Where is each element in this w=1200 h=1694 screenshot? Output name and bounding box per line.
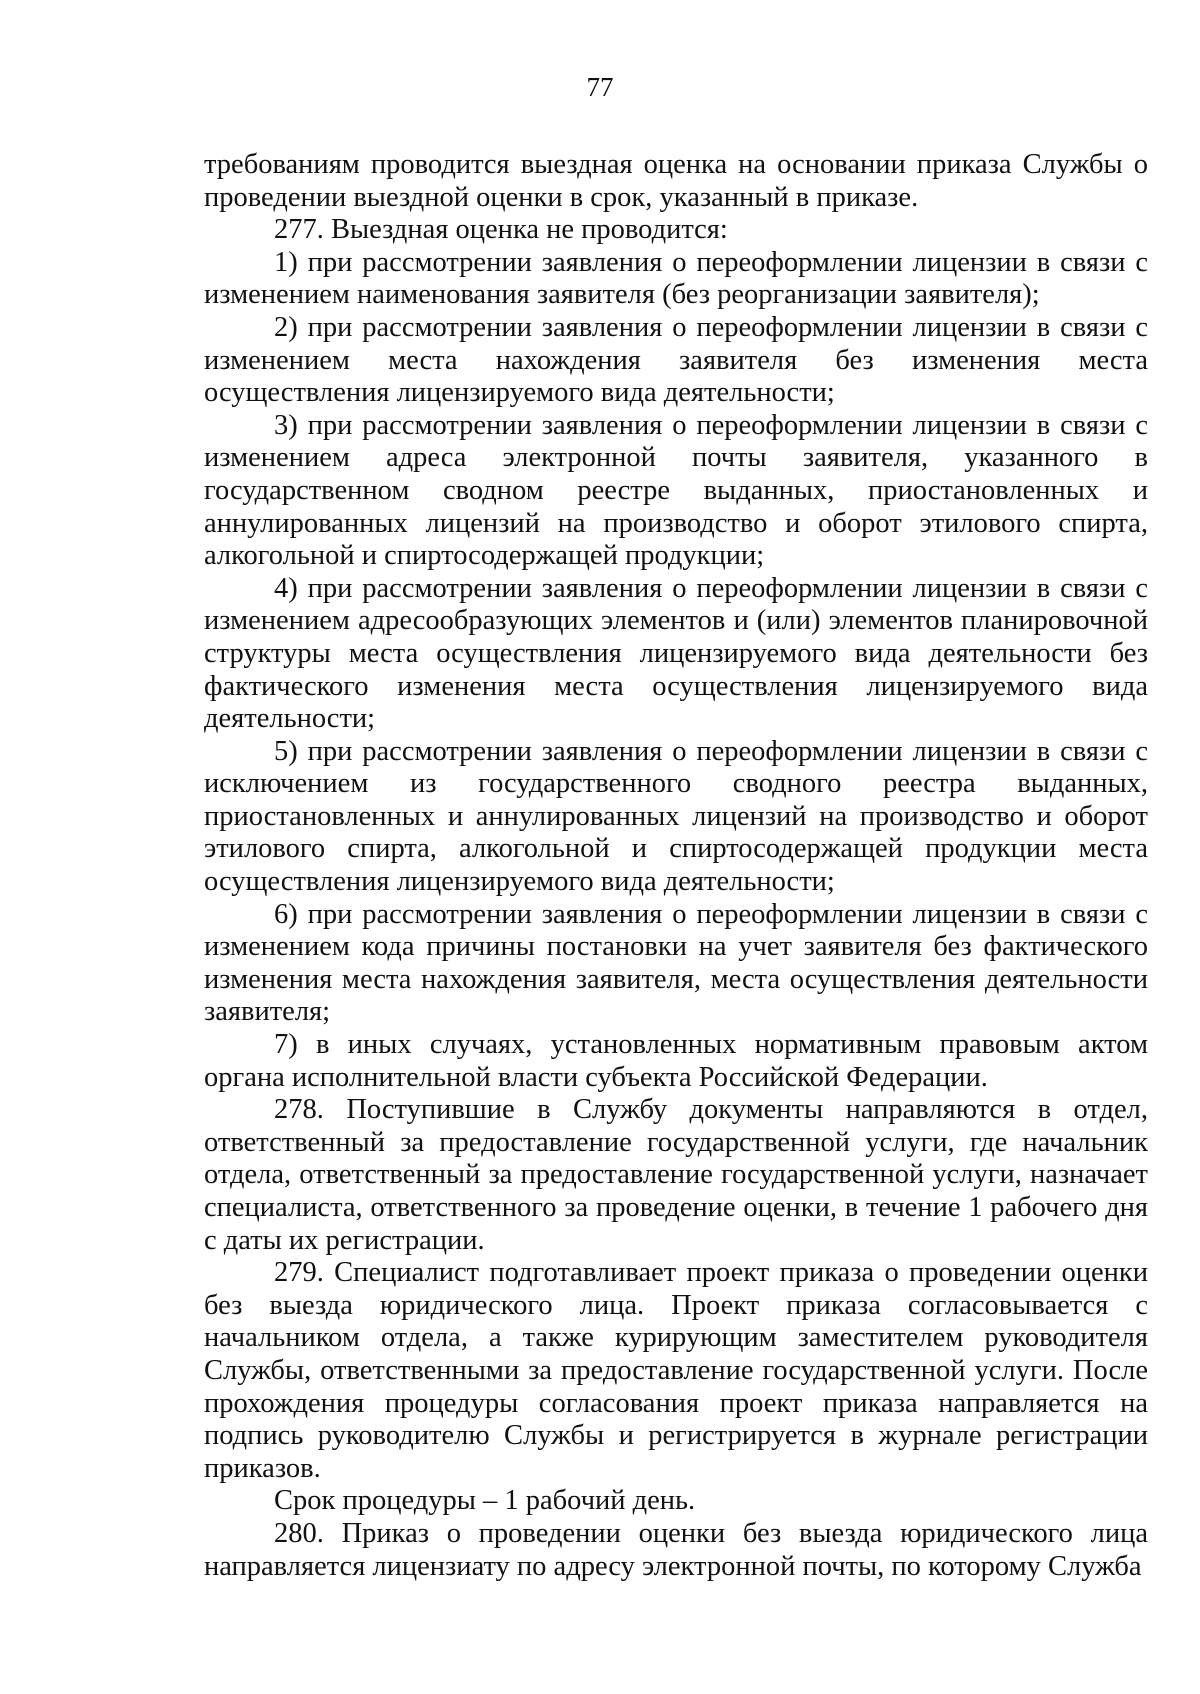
paragraph-279: 279. Специалист подготавливает проект приказа о проведении оценки без выезда юридического лица. Проект приказа согласовывается с начальником отдела, а также курирующим заместителем руководителя Службы, ответственными за предоставление государственной услуги. После прохождения процедуры согласования проект приказа направляется на подпись руководителю Службы и регистрируется в журнале регистрации приказов. xyxy=(204,1257,1148,1484)
paragraph-278: 278. Поступившие в Службу документы направляются в отдел, ответственный за предоставление государственной услуги, где начальник отдела, ответственный за предоставление государственной услуги, назначает специалиста, ответственного за проведение оценки, в течение 1 рабочего дня с даты их регистрации. xyxy=(204,1094,1148,1256)
list-item-7: 7) в иных случаях, установленных нормативным правовым актом органа исполнительной власти субъекта Российской Федерации. xyxy=(204,1029,1148,1093)
page-number: 77 xyxy=(586,72,614,102)
list-item-1: 1) при рассмотрении заявления о переоформлении лицензии в связи с изменением наименования заявителя (без реорганизации заявителя); xyxy=(204,246,1148,311)
list-item-2: 2) при рассмотрении заявления о переоформлении лицензии в связи с изменением места нахождения заявителя без изменения места осуществления лицензируемого вида деятельности; xyxy=(204,311,1148,409)
list-item-3: 3) при рассмотрении заявления о переоформлении лицензии в связи с изменением адреса электронной почты заявителя, указанного в государственном сводном реестре выданных, приостановленных и аннулированных лицензий на производство и оборот этилового спирта, алкогольной и спиртосодержащей продукции; xyxy=(204,409,1148,572)
paragraph-277: 277. Выездная оценка не проводится: xyxy=(274,214,728,246)
list-item-6: 6) при рассмотрении заявления о переоформлении лицензии в связи с изменением кода причины постановки на учет заявителя без фактического изменения места нахождения заявителя, места осуществления деятельности заявителя; xyxy=(204,898,1148,1028)
paragraph-280: 280. Приказ о проведении оценки без выезда юридического лица направляется лицензиату по адресу электронной почты, по которому Служба xyxy=(204,1517,1148,1582)
list-item-5: 5) при рассмотрении заявления о переоформлении лицензии в связи с исключением из государственного сводного реестра выданных, приостановленных и аннулированных лицензий на производство и оборот этилового спирта, алкогольной и спиртосодержащей продукции места осуществления лицензируемого вида деятельности; xyxy=(204,735,1148,898)
procedure-term: Срок процедуры – 1 рабочий день. xyxy=(274,1485,696,1517)
document-body xyxy=(204,149,1148,1583)
list-item-4: 4) при рассмотрении заявления о переоформлении лицензии в связи с изменением адресообразующих элементов и (или) элементов планировочной структуры места осуществления лицензируемого вида деятельности без фактического изменения места осуществления лицензируемого вида деятельности; xyxy=(204,572,1148,735)
paragraph-continuation: требованиям проводится выездная оценка на основании приказа Службы о проведении выездной оценки в срок, указанный в приказе. xyxy=(204,149,1148,213)
